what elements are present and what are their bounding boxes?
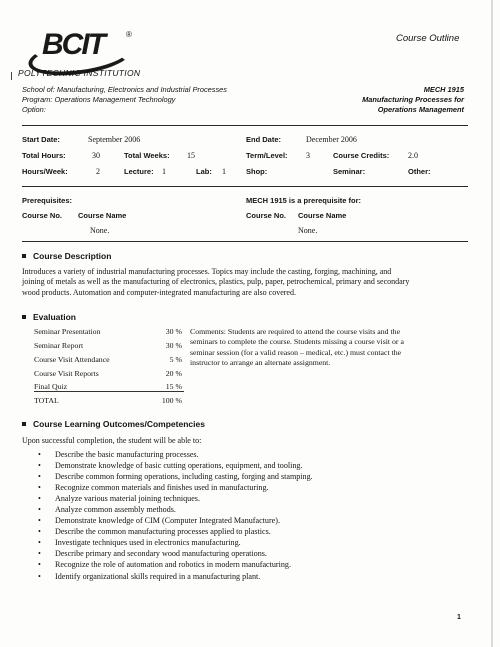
institution-name: POLYTECHNIC INSTITUTION bbox=[18, 68, 141, 78]
lecture-label: Lecture: bbox=[124, 167, 154, 176]
prerequisite-for-title: MECH 1915 is a prerequisite for: bbox=[246, 196, 362, 205]
end-date-label: End Date: bbox=[246, 135, 282, 144]
comment-line: Comments: Students are required to attend the course visits and the bbox=[190, 327, 401, 336]
prereq-for-course-no-header: Course No. bbox=[246, 211, 287, 220]
description-line: joining of metals as well as the manufacturing of electronics, plastics, pulp, paper, petrochemical, primary and secondary bbox=[22, 277, 410, 287]
list-item: • Describe primary and secondary wood manufacturing operations. bbox=[38, 548, 313, 559]
eval-item-name: Seminar Report bbox=[34, 341, 84, 350]
school-line: School of: Manufacturing, Electronics and Industrial Processes bbox=[22, 85, 227, 94]
lab-label: Lab: bbox=[196, 167, 212, 176]
description-line: wood products. Automation and computer-integrated manufacturing are also covered. bbox=[22, 287, 296, 297]
margin-mark bbox=[11, 72, 12, 80]
evaluation-heading bbox=[22, 312, 76, 322]
bullet-square-icon bbox=[22, 254, 26, 258]
course-code: MECH 1915 bbox=[423, 85, 464, 94]
eval-item-name: Final Quiz bbox=[34, 382, 68, 391]
learning-outcomes-heading bbox=[22, 419, 205, 429]
list-item: • Describe the basic manufacturing processes. bbox=[38, 449, 313, 460]
comment-line: instructor to arrange an alternate assignment. bbox=[190, 357, 331, 367]
logo-mark: ® bbox=[126, 30, 132, 39]
total-weeks-value: 15 bbox=[187, 151, 195, 160]
prerequisites-title: Prerequisites: bbox=[22, 196, 73, 205]
total-hours-label: Total Hours: bbox=[22, 151, 66, 160]
lecture-value: 1 bbox=[162, 167, 166, 176]
learning-outcomes-title: Course Learning Outcomes/Competencies bbox=[33, 419, 205, 429]
evaluation-comments bbox=[190, 327, 480, 368]
list-item: • Demonstrate knowledge of CIM (Computer Integrated Manufacture). bbox=[38, 515, 313, 526]
hours-week-label: Hours/Week: bbox=[22, 167, 68, 176]
course-title-line-1: Manufacturing Processes for bbox=[362, 95, 464, 104]
course-description-heading bbox=[22, 251, 111, 261]
prereq-value: None. bbox=[90, 226, 110, 235]
scan-edge bbox=[491, 0, 493, 647]
list-item: • Investigate techniques used in electronics manufacturing. bbox=[38, 537, 313, 548]
document-type: Course Outline bbox=[396, 33, 460, 44]
outcomes-list bbox=[38, 449, 313, 582]
option-line: Option: bbox=[22, 105, 46, 114]
eval-item-pct: 30 % bbox=[165, 341, 182, 350]
eval-item-name: Course Visit Attendance bbox=[34, 355, 110, 364]
eval-item-pct: 30 % bbox=[165, 327, 182, 336]
course-credits-label: Course Credits: bbox=[333, 151, 390, 160]
course-description-title: Course Description bbox=[33, 251, 112, 261]
total-hours-value: 30 bbox=[92, 151, 100, 160]
divider bbox=[22, 186, 468, 187]
course-credits-value: 2.0 bbox=[408, 151, 418, 160]
eval-item-name: Course Visit Reports bbox=[34, 369, 99, 378]
bcit-logo bbox=[28, 26, 132, 66]
start-date-value: September 2006 bbox=[88, 135, 141, 144]
eval-item-pct: 20 % bbox=[165, 369, 182, 378]
list-item: • Identify organizational skills required in a manufacturing plant. bbox=[38, 571, 313, 582]
logo-text: BCIT bbox=[42, 28, 104, 61]
eval-item-pct: 5 % bbox=[169, 355, 182, 364]
outcomes-intro: Upon successful completion, the student will be able to: bbox=[22, 436, 202, 445]
prereq-for-course-name-header: Course Name bbox=[298, 211, 347, 220]
evaluation-title: Evaluation bbox=[33, 312, 76, 322]
list-item: • Describe common forming operations, including casting, forging and stamping. bbox=[38, 471, 313, 482]
lab-value: 1 bbox=[222, 167, 226, 176]
end-date-value: December 2006 bbox=[306, 135, 357, 144]
hours-week-value: 2 bbox=[96, 167, 100, 176]
prereq-for-value: None. bbox=[298, 226, 318, 235]
eval-total-value: 100 % bbox=[161, 396, 182, 405]
shop-label: Shop: bbox=[246, 167, 268, 176]
program-block bbox=[22, 85, 227, 115]
term-level-value: 3 bbox=[306, 151, 310, 160]
total-rule bbox=[34, 391, 184, 392]
course-title-block bbox=[362, 85, 464, 115]
list-item: • Describe the common manufacturing processes applied to plastics. bbox=[38, 526, 313, 537]
divider bbox=[22, 125, 468, 126]
course-title-line-2: Operations Management bbox=[377, 105, 464, 114]
total-weeks-label: Total Weeks: bbox=[124, 151, 170, 160]
start-date-label: Start Date: bbox=[22, 135, 60, 144]
comment-line: seminars to complete the course. Students missing a course visit or a bbox=[190, 337, 404, 347]
page-number: 1 bbox=[457, 614, 461, 621]
list-item: • Recognize the role of automation and robotics in modern manufacturing. bbox=[38, 559, 313, 570]
description-line: Introduces a variety of industrial manufacturing processes. Topics may include the casting, forging, machining, and bbox=[22, 267, 392, 276]
bullet-square-icon bbox=[22, 315, 26, 319]
list-item: • Recognize common materials and finishes used in manufacturing. bbox=[38, 482, 313, 493]
eval-total-label: TOTAL bbox=[34, 396, 59, 405]
program-line: Program: Operations Management Technology bbox=[22, 95, 176, 104]
other-label: Other: bbox=[408, 167, 431, 176]
prereq-course-name-header: Course Name bbox=[78, 211, 127, 220]
divider bbox=[22, 241, 468, 242]
eval-item-pct: 15 % bbox=[165, 382, 182, 391]
course-description-text bbox=[22, 267, 484, 298]
list-item: • Analyze common assembly methods. bbox=[38, 504, 313, 515]
eval-item-name: Seminar Presentation bbox=[34, 327, 101, 336]
seminar-label: Seminar: bbox=[333, 167, 366, 176]
list-item: • Demonstrate knowledge of basic cutting operations, equipment, and tooling. bbox=[38, 460, 313, 471]
bullet-square-icon bbox=[22, 422, 26, 426]
term-level-label: Term/Level: bbox=[246, 151, 288, 160]
list-item: • Analyze various material joining techniques. bbox=[38, 493, 313, 504]
prereq-course-no-header: Course No. bbox=[22, 211, 63, 220]
comment-line: seminar session (for a valid reason – medical, etc.) must contact the bbox=[190, 347, 402, 357]
